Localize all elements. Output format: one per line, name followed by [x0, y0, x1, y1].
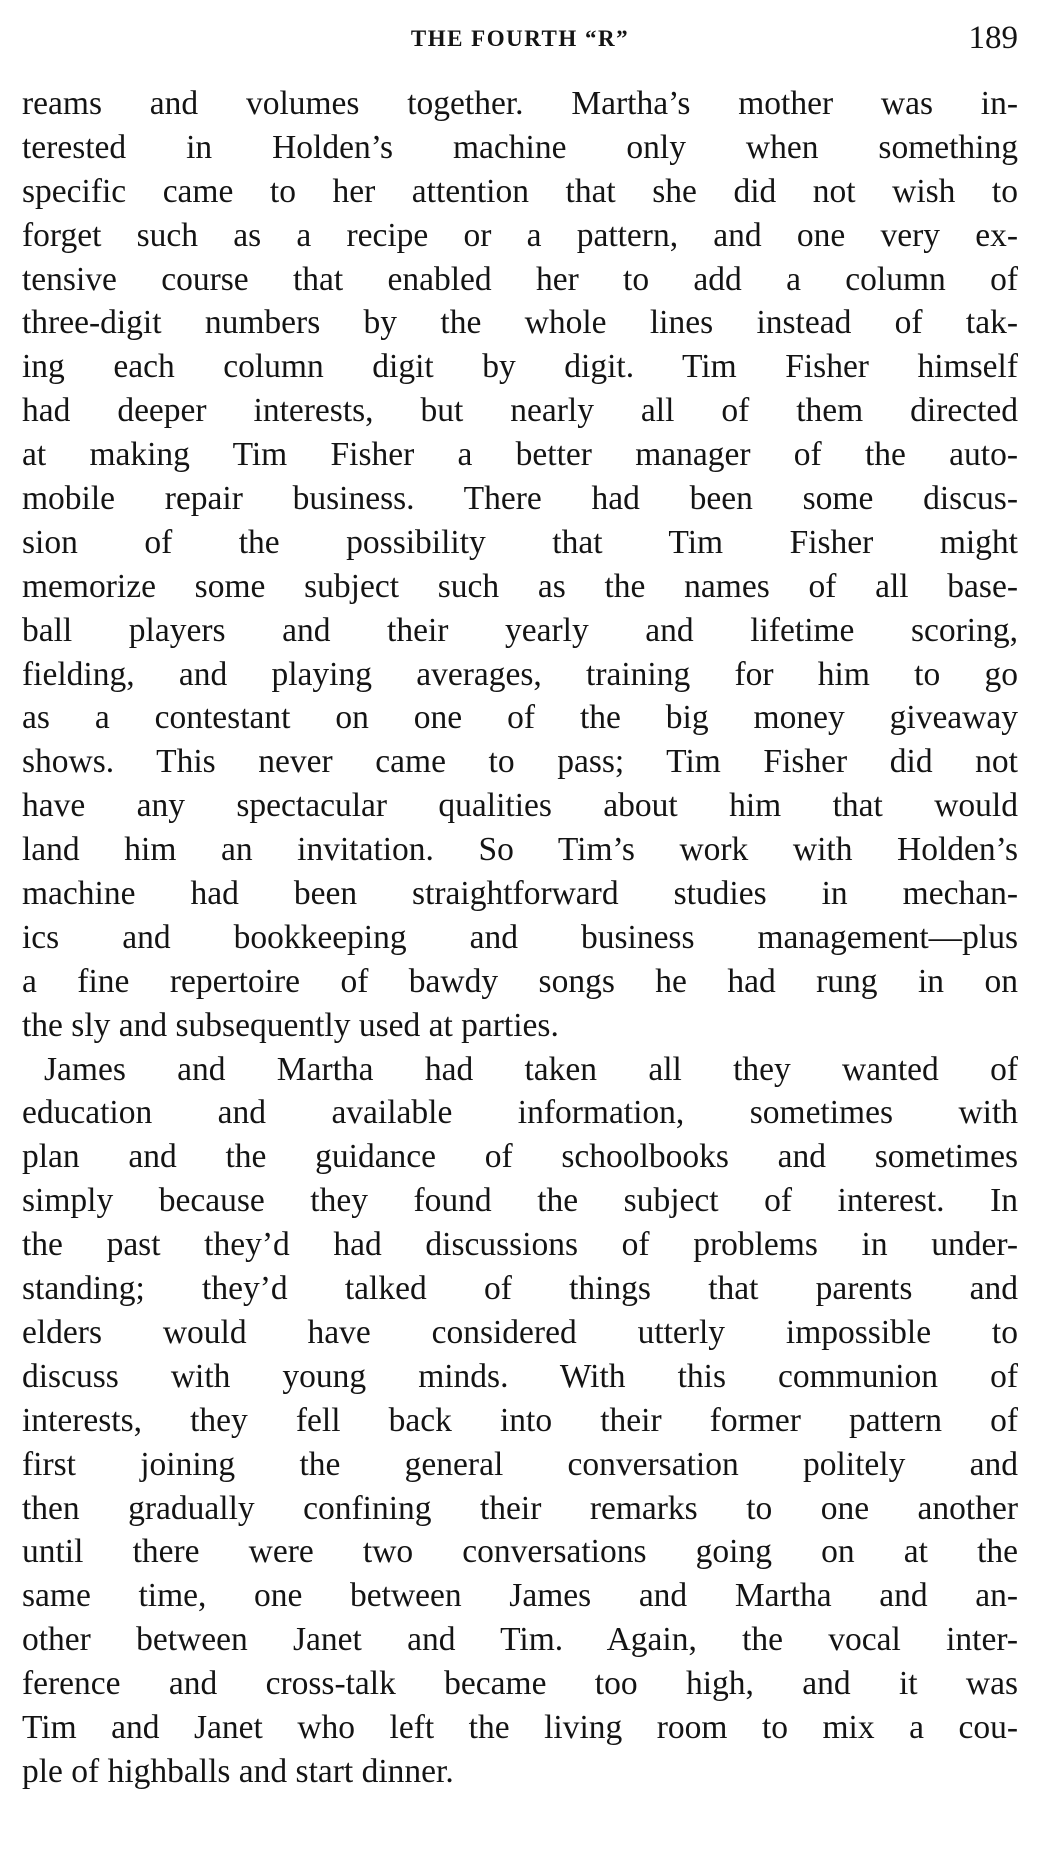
text-line: other between Janet and Tim. Again, the vocal inter- — [22, 1621, 1018, 1659]
text-line: plan and the guidance of schoolbooks and sometimes — [22, 1138, 1018, 1176]
text-line: reams and volumes together. Martha’s mother was in- — [22, 85, 1018, 122]
text-line: sion of the possibility that Tim Fisher might — [22, 523, 1018, 561]
running-title: THE FOURTH “R” — [410, 26, 630, 51]
text-line: land him an invitation. So Tim’s work with Holden’s — [22, 831, 1018, 869]
text-line: machine had been straightforward studies in mechan- — [22, 875, 1018, 913]
text-line: interests, they fell back into their former pattern of — [22, 1401, 1018, 1439]
text-line: until there were two conversations going on at the — [22, 1533, 1018, 1571]
text-line: same time, one between James and Martha and an- — [22, 1577, 1018, 1615]
text-line: ics and bookkeeping and business management—plus — [22, 918, 1018, 956]
text-line: fielding, and playing averages, training for him to go — [22, 655, 1018, 693]
paragraph-1 — [22, 82, 1018, 1048]
text-line: tensive course that enabled her to add a column of — [22, 260, 1018, 298]
text-line: a fine repertoire of bawdy songs he had rung in on — [22, 962, 1018, 1000]
text-line: first joining the general conversation politely and — [22, 1445, 1018, 1483]
text-line: as a contestant on one of the big money giveaway — [22, 699, 1018, 737]
paragraph-2 — [22, 1048, 1018, 1794]
text-line: specific came to her attention that she did not wish to — [22, 172, 1018, 210]
text-line: then gradually confining their remarks to one another — [22, 1489, 1018, 1527]
text-line: ple of highballs and start dinner. — [22, 1752, 454, 1790]
text-line: James and Martha had taken all they wanted of — [44, 1050, 1018, 1088]
text-line: memorize some subject such as the names of all base- — [22, 567, 1018, 605]
text-line: Tim and Janet who left the living room to mix a cou- — [22, 1708, 1018, 1746]
text-line: elders would have considered utterly impossible to — [22, 1313, 1018, 1351]
text-line: three-digit numbers by the whole lines instead of tak- — [22, 304, 1018, 342]
text-line: ference and cross-talk became too high, and it was — [22, 1665, 1018, 1703]
text-line: forget such as a recipe or a pattern, and one very ex- — [22, 216, 1018, 254]
text-line: discuss with young minds. With this communion of — [22, 1357, 1018, 1395]
text-line: at making Tim Fisher a better manager of the auto- — [22, 436, 1018, 474]
text-line: mobile repair business. There had been some discus- — [22, 480, 1018, 518]
text-line: shows. This never came to pass; Tim Fisher did not — [22, 743, 1018, 781]
body-text — [22, 82, 1018, 1794]
text-line: standing; they’d talked of things that parents and — [22, 1270, 1018, 1308]
text-line: the past they’d had discussions of problems in under- — [22, 1226, 1018, 1264]
running-head — [22, 20, 1018, 60]
text-line: ing each column digit by digit. Tim Fisher himself — [22, 348, 1018, 386]
page-number: 189 — [968, 20, 1018, 56]
text-line: have any spectacular qualities about him that would — [22, 787, 1018, 825]
text-line: the sly and subsequently used at parties. — [22, 1006, 559, 1044]
text-line: simply because they found the subject of interest. In — [22, 1182, 1018, 1220]
text-line: education and available information, sometimes with — [22, 1094, 1018, 1132]
text-line: had deeper interests, but nearly all of them directed — [22, 392, 1018, 430]
text-line: terested in Holden’s machine only when something — [22, 128, 1018, 166]
text-line: ball players and their yearly and lifetime scoring, — [22, 611, 1018, 649]
